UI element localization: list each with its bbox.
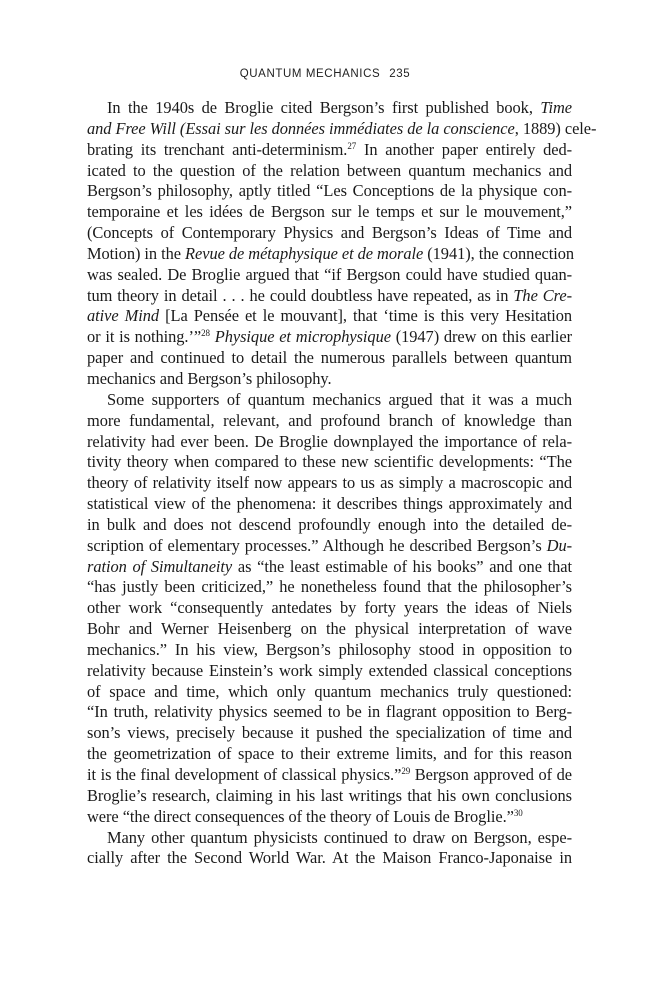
- text-run: Motion) in the: [87, 243, 186, 263]
- text-line: [87, 494, 572, 515]
- text-run: (1941), the connection: [423, 243, 575, 263]
- text-run: Bohr and Werner Heisenberg on the physical interpretation of wave: [87, 619, 572, 639]
- footnote-ref: 27: [347, 140, 357, 151]
- text-run: tivity theory when compared to these new scientific developments: “The: [87, 452, 572, 472]
- text-line: [87, 369, 572, 390]
- text-run: relativity because Einstein’s work simply extended classical conceptions: [87, 660, 572, 680]
- italic-text: Physique et microphysique: [214, 327, 391, 347]
- text-line: [87, 390, 572, 411]
- text-run: was sealed. De Broglie argued that “if Bergson could have studied quan-: [87, 264, 572, 284]
- text-run: mechanics.” In his view, Bergson’s philosophy stood in opposition to: [87, 639, 572, 659]
- text-line: [87, 411, 572, 432]
- text-line: [87, 327, 572, 348]
- text-line: [87, 98, 572, 119]
- running-head: [0, 68, 650, 80]
- text-run: of space and time, which only quantum mechanics truly questioned:: [87, 681, 572, 701]
- text-run: In the 1940s de Broglie cited Bergson’s first published book,: [107, 98, 541, 117]
- text-run: relativity had ever been. De Broglie downplayed the importance of rela-: [87, 431, 572, 451]
- text-line: [87, 786, 572, 807]
- text-line: [87, 515, 572, 536]
- text-line: [87, 536, 572, 557]
- text-line: [87, 661, 572, 682]
- text-run: (1947) drew on this earlier: [390, 327, 572, 347]
- text-run: more fundamental, relevant, and profound branch of knowledge than: [87, 410, 572, 430]
- text-line: [87, 265, 572, 286]
- running-head-title: QUANTUM MECHANICS: [239, 68, 381, 80]
- text-run: scription of elementary processes.” Although he described Bergson’s: [87, 535, 547, 555]
- text-run: Bergson approved of de: [410, 765, 572, 784]
- text-line: [87, 181, 572, 202]
- italic-text: Time: [540, 98, 572, 117]
- text-line: [87, 161, 572, 182]
- text-line: [87, 723, 572, 744]
- text-line: [87, 202, 572, 223]
- text-line: [87, 744, 572, 765]
- text-line: [87, 848, 572, 869]
- text-run: theory of relativity itself now appears to us as simply a macroscopic and: [87, 473, 572, 493]
- text-run: it is the final development of classical physics.”: [87, 765, 402, 784]
- text-run: [La Pensée et le mouvant], that ‘time is this very Hesitation: [159, 306, 572, 326]
- text-run: tum theory in detail . . . he could doubtless have repeated, as in: [87, 285, 514, 305]
- text-line: [87, 807, 572, 828]
- footnote-ref: 28: [201, 328, 210, 339]
- text-line: [87, 682, 572, 703]
- text-run: in bulk and does not descend profoundly enough into the detailed de-: [87, 514, 572, 534]
- text-line: [87, 577, 572, 598]
- text-run: Some supporters of quantum mechanics argued that it was a much: [107, 389, 572, 409]
- text-run: cially after the Second World War. At the Maison Franco-Japonaise in: [87, 848, 572, 868]
- text-line: [87, 286, 572, 307]
- italic-text: Revue de métaphysique et de morale: [185, 243, 424, 263]
- text-line: [87, 223, 572, 244]
- text-line: [87, 640, 572, 661]
- text-line: [87, 473, 572, 494]
- text-run: other work “consequently antedates by forty years the ideas of Niels: [87, 598, 572, 618]
- text-run: were “the direct consequences of the theory of Louis de Broglie.”: [87, 806, 514, 826]
- text-line: [87, 828, 572, 849]
- text-line: [87, 619, 572, 640]
- text-run: Broglie’s research, claiming in his last writings that his own conclusions: [87, 785, 572, 805]
- text-line: [87, 432, 572, 453]
- text-run: temporaine et les idées de Bergson sur le temps et sur le mouvement,”: [87, 202, 572, 222]
- text-run: , 1889) cele-: [514, 118, 597, 138]
- footnote-ref: 29: [401, 766, 411, 776]
- text-run: brating its trenchant anti-determinism.: [87, 139, 348, 159]
- text-run: (Concepts of Contemporary Physics and Bergson’s Ideas of Time and: [87, 223, 572, 243]
- italic-text: and Free Will (Essai sur les données immédiates de la conscience: [87, 118, 515, 138]
- italic-text: ration of Simultaneity: [87, 556, 233, 576]
- text-run: or it is nothing.’”: [87, 327, 202, 347]
- text-run: Bergson’s philosophy, aptly titled “Les Conceptions de la physique con-: [87, 181, 572, 201]
- text-run: son’s views, precisely because it pushed the specialization of time and: [87, 723, 572, 743]
- text-line: [87, 765, 572, 786]
- text-line: [87, 702, 572, 723]
- text-run: In another paper entirely ded-: [356, 139, 572, 159]
- page-number: 235: [389, 68, 411, 80]
- text-run: paper and continued to detail the numerous parallels between quantum: [87, 348, 572, 368]
- text-run: as “the least estimable of his books” and one that: [232, 556, 572, 576]
- text-line: [87, 557, 572, 578]
- text-run: icated to the question of the relation between quantum mechanics and: [87, 160, 572, 180]
- text-run: “has justly been criticized,” he nonetheless found that the philosopher’s: [87, 577, 572, 597]
- text-line: [87, 452, 572, 473]
- italic-text: ative Mind: [87, 306, 160, 326]
- text-run: the geometrization of space to their extreme limits, and for this reason: [87, 744, 572, 764]
- paragraph: [87, 98, 597, 390]
- footnote-ref: 30: [513, 807, 523, 818]
- text-line: [87, 348, 572, 369]
- text-run: “In truth, relativity physics seemed to be in flagrant opposition to Berg-: [87, 702, 572, 722]
- text-line: [87, 243, 575, 265]
- italic-text: The Cre-: [513, 285, 572, 305]
- italic-text: Du-: [546, 535, 572, 555]
- text-line: [87, 598, 572, 619]
- paragraph: [87, 390, 572, 828]
- body-text: [87, 98, 597, 869]
- paragraph: [87, 828, 572, 870]
- text-line: [87, 140, 572, 161]
- text-run: Many other quantum physicists continued to draw on Bergson, espe-: [107, 827, 572, 847]
- text-line: [87, 118, 597, 140]
- text-run: statistical view of the phenomena: it describes things approximately and: [87, 494, 572, 514]
- text-line: [87, 306, 572, 327]
- text-run: mechanics and Bergson’s philosophy.: [87, 368, 332, 388]
